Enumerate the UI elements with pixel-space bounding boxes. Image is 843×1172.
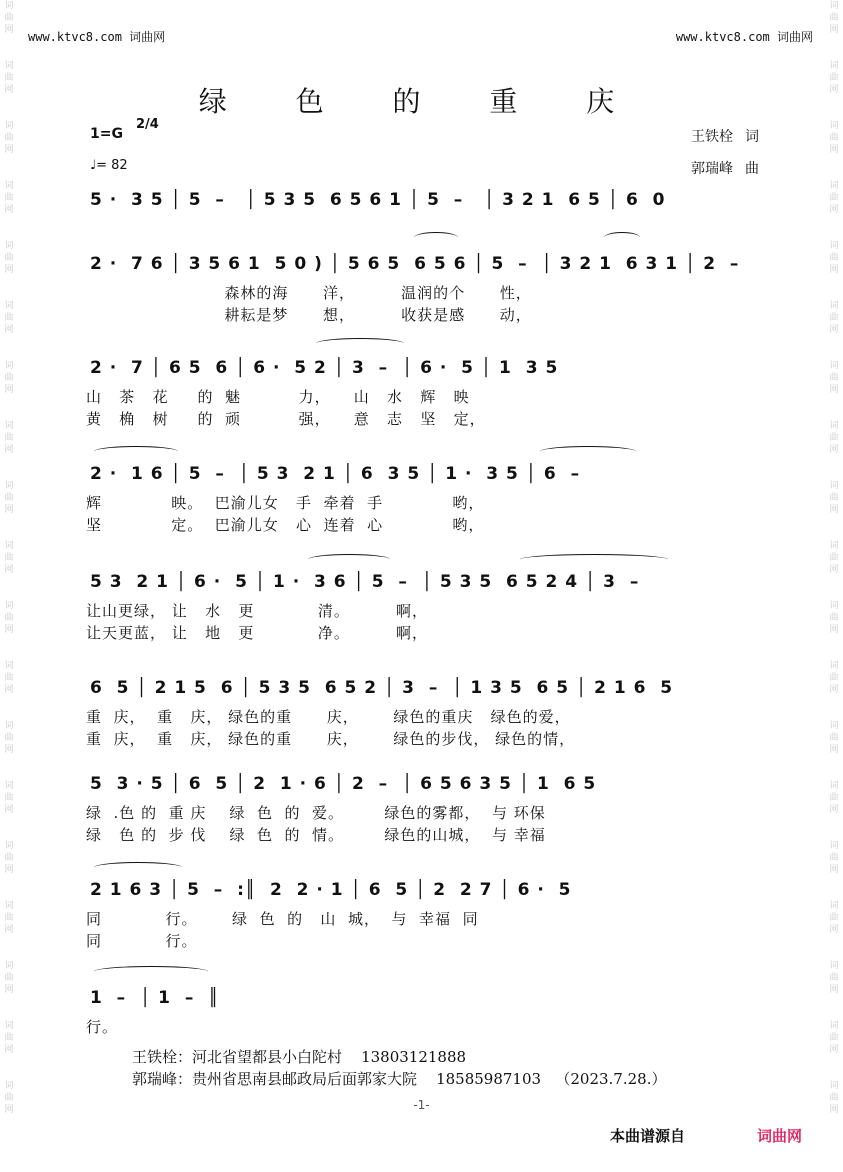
score-system-7: [86, 774, 756, 846]
notes-line: 2 · 7 │ 6 5 6 │ 6 · 5 2 │ 3 – │ 6 · 5 │ 1 3 5: [90, 358, 559, 378]
lyricist-role: 词: [745, 129, 759, 145]
watermark-text: 词曲网: [829, 181, 839, 215]
lyrics-verse-2: 让天更蓝， 让 地 更 净。 啊，: [86, 624, 428, 642]
watermark-text: 词曲网: [4, 661, 14, 695]
watermark-text: 词曲网: [4, 481, 14, 515]
lyrics-verse-1: 绿 .色 的 重 庆 绿 色 的 爱。 绿色的雾都， 与 环保: [86, 804, 546, 822]
watermark-text: 词曲网: [829, 361, 839, 395]
lyrics-verse-1: 山 茶 花 的 魅 力， 山 水 辉 映: [86, 388, 470, 406]
watermark-text: 词曲网: [829, 301, 839, 335]
watermark-left: [2, 0, 16, 1140]
watermark-text: 词曲网: [829, 421, 839, 455]
tempo-mark: ♩= 82: [90, 158, 128, 173]
slur-mark: [316, 338, 404, 349]
watermark-text: 词曲网: [829, 721, 839, 755]
watermark-right: [827, 0, 841, 1140]
watermark-text: 词曲网: [4, 541, 14, 575]
watermark-text: 词曲网: [4, 181, 14, 215]
notes-line: 5 3 · 5 │ 6 5 │ 2 1 · 6 │ 2 – │ 6 5 6 3 5 │ 1 6 5: [90, 774, 597, 794]
watermark-text: 词曲网: [4, 781, 14, 815]
composer-name: 郭瑞峰: [691, 161, 733, 177]
score-system-5: [86, 572, 756, 644]
lyrics-verse-1: 让山更绿， 让 水 更 清。 啊，: [86, 602, 428, 620]
watermark-text: 词曲网: [829, 121, 839, 155]
lyrics-verse-2: 重 庆， 重 庆， 绿色的重 庆， 绿色的步伐， 绿色的情，: [86, 730, 576, 748]
watermark-text: 词曲网: [4, 241, 14, 275]
header-url-right[interactable]: www.ktvc8.com 词曲网: [675, 30, 813, 44]
slur-mark: [520, 554, 668, 565]
watermark-text: 词曲网: [4, 841, 14, 875]
time-signature: 2/4: [136, 117, 159, 132]
lyrics-verse-1: 森林的海 洋， 温润的个 性，: [86, 284, 532, 302]
score-system-1: [86, 190, 756, 218]
score-system-2: [86, 254, 756, 326]
notes-line: 2 · 7 6 │ 3 5 6 1 5 0 ) │ 5 6 5 6 5 6 │ 5 – │ 3 2 1 6 3 1 │ 2 –: [90, 254, 740, 274]
watermark-text: 词曲网: [829, 841, 839, 875]
score-system-3: [86, 358, 756, 430]
watermark-text: 词曲网: [829, 1, 839, 35]
lyrics-verse-1: 同 行。 绿 色 的 山 城， 与 幸福 同: [86, 910, 479, 928]
slur-mark: [94, 446, 178, 457]
lyrics-verse-1: 行。: [86, 1018, 119, 1036]
watermark-text: 词曲网: [4, 301, 14, 335]
watermark-text: 词曲网: [829, 661, 839, 695]
notes-line: 2 1 6 3 │ 5 – :║ 2 2 · 1 │ 6 5 │ 2 2 7 │ 6 · 5: [90, 880, 572, 900]
score-system-6: [86, 678, 756, 750]
slur-mark: [94, 966, 208, 977]
lyrics-verse-2: 耕耘是梦 想， 收获是感 动，: [86, 306, 532, 324]
key-signature: 1=G: [90, 126, 123, 142]
slur-mark: [414, 232, 458, 243]
notes-line: 1 – │ 1 – ║: [90, 988, 220, 1008]
watermark-text: 词曲网: [4, 901, 14, 935]
watermark-text: 词曲网: [829, 541, 839, 575]
notes-line: 2 · 1 6 │ 5 – │ 5 3 2 1 │ 6 3 5 │ 1 · 3 5 │ 6 –: [90, 464, 581, 484]
lyrics-verse-1: 辉 映。 巴渝儿女 手 牵着 手 哟，: [86, 494, 485, 512]
notes-line: 5 3 2 1 │ 6 · 5 │ 1 · 3 6 │ 5 – │ 5 3 5 6 5 2 4 │ 3 –: [90, 572, 640, 592]
contact-line-composer: 郭瑞峰：贵州省思南县邮政局后面郭家大院 18585987103 （2023.7.28.）: [132, 1070, 667, 1088]
page-number: -1-: [413, 1098, 430, 1112]
slur-mark: [308, 554, 390, 565]
lyricist-name: 王铁栓: [691, 129, 733, 145]
score-system-9: [86, 988, 756, 1038]
lyrics-verse-2: 绿 色 的 步 伐 绿 色 的 情。 绿色的山城， 与 幸福: [86, 826, 546, 844]
lyrics-verse-2: 坚 定。 巴渝儿女 心 连着 心 哟，: [86, 516, 485, 534]
watermark-text: 词曲网: [4, 1081, 14, 1115]
watermark-text: 词曲网: [829, 481, 839, 515]
watermark-text: 词曲网: [4, 1021, 14, 1055]
watermark-text: 词曲网: [4, 721, 14, 755]
source-label: 本曲谱源自: [610, 1127, 686, 1145]
header-url-left[interactable]: www.ktvc8.com 词曲网: [28, 30, 166, 44]
watermark-text: 词曲网: [829, 961, 839, 995]
slur-mark: [540, 446, 636, 457]
watermark-text: 词曲网: [829, 241, 839, 275]
song-title: 绿 色 的 重 庆: [198, 85, 645, 118]
source-brand-link[interactable]: 词曲网: [757, 1127, 803, 1145]
watermark-text: 词曲网: [4, 1, 14, 35]
notes-line: 6 5 │ 2 1 5 6 │ 5 3 5 6 5 2 │ 3 – │ 1 3 5 6 5 │ 2 1 6 5: [90, 678, 674, 698]
lyrics-verse-2: 黄 桷 树 的 顽 强， 意 志 坚 定，: [86, 410, 486, 428]
composer-role: 曲: [745, 161, 759, 177]
watermark-text: 词曲网: [4, 361, 14, 395]
lyrics-verse-2: 同 行。: [86, 932, 198, 950]
score-system-8: [86, 880, 756, 952]
watermark-text: 词曲网: [4, 61, 14, 95]
slur-mark: [94, 862, 182, 873]
watermark-text: 词曲网: [829, 1081, 839, 1115]
watermark-text: 词曲网: [4, 601, 14, 635]
watermark-text: 词曲网: [829, 1021, 839, 1055]
watermark-text: 词曲网: [829, 781, 839, 815]
lyrics-verse-1: 重 庆， 重 庆， 绿色的重 庆， 绿色的重庆 绿色的爱，: [86, 708, 571, 726]
watermark-text: 词曲网: [4, 961, 14, 995]
score-system-4: [86, 464, 756, 536]
notes-line: 5 · 3 5 │ 5 – │ 5 3 5 6 5 6 1 │ 5 – │ 3 2 1 6 5 │ 6 0: [90, 190, 666, 210]
contact-line-lyricist: 王铁栓：河北省望都县小白陀村 13803121888: [132, 1048, 467, 1066]
watermark-text: 词曲网: [829, 601, 839, 635]
watermark-text: 词曲网: [4, 421, 14, 455]
watermark-text: 词曲网: [829, 901, 839, 935]
slur-mark: [604, 232, 640, 243]
watermark-text: 词曲网: [4, 121, 14, 155]
watermark-text: 词曲网: [829, 61, 839, 95]
